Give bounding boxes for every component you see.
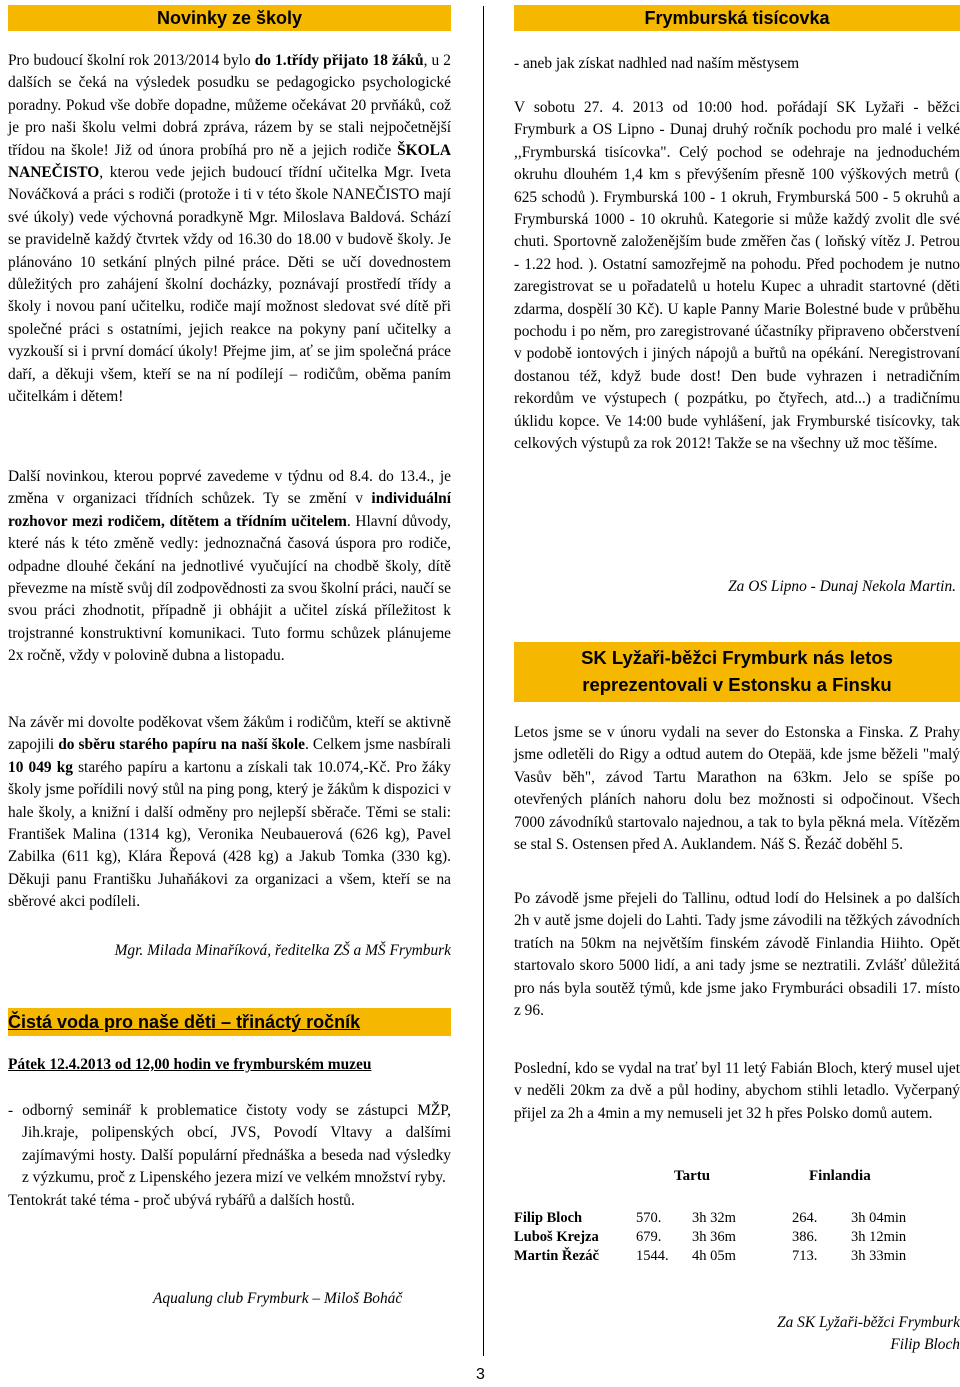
bold-span: individuální rozhovor mezi rodičem, dítětem a třídním učitelem — [8, 490, 451, 530]
tartu-place: 570. — [636, 1210, 662, 1226]
finlandia-time: 3h 12min — [851, 1229, 907, 1245]
tisicovka-subtitle: - aneb jak získat nadhled nad naším městysem — [514, 55, 800, 72]
finlandia-place: 713. — [792, 1248, 818, 1264]
voda-body: - odborný seminář k problematice čistoty vody se zástupci MŽP, Jih.kraje, polipenských obcí, JVS, Povodí Vltavy a dalšími zajímavými hosty. Další populární přednáška a beseda nad výsledky z výzkumu, proč z Lipenského jezera mizí ve velkém množství ryby. — [8, 1102, 451, 1187]
bold-span: 10 049 kg — [8, 758, 73, 776]
runner-name: Luboš Krejza — [514, 1229, 599, 1245]
tartu-time: 3h 36m — [692, 1229, 736, 1245]
finlandia-time: 3h 04min — [851, 1210, 907, 1226]
runner-name: Filip Bloch — [514, 1210, 583, 1226]
voda-signature: Aqualung club Frymburk – Miloš Boháč — [153, 1290, 403, 1307]
text-span: . Celkem jsme nasbírali — [305, 736, 452, 754]
voda-heading-text: Čistá voda pro naše děti – třináctý ročník — [8, 1012, 361, 1032]
table-row — [514, 1247, 910, 1266]
lyzari-signature-2: Filip Bloch — [890, 1336, 960, 1353]
col-header-tartu: Tartu — [674, 1168, 711, 1184]
finlandia-place: 264. — [792, 1210, 818, 1226]
tartu-place: 1544. — [636, 1248, 669, 1264]
bold-span: do sběru starého papíru na naší škole — [58, 736, 306, 754]
runner-name: Martin Řezáč — [514, 1248, 599, 1264]
novinky-heading: Novinky ze školy — [8, 5, 451, 31]
table-row — [514, 1228, 910, 1247]
text-span: starého papíru a kartonu a získali tak 10.074,-Kč. Pro žáky školy jsme pořídili nový stůl na ping pong, který je žákům k dispozici v hale školy, a knižní i další odměny pro nejlepší sběrače. Těmi se stali: František Malina (1314 kg), Veronika Neubauerová (626 kg), Pavel Zabilka (611 kg), Klára Řepová (428 kg) a Jakub Tomka (330 kg). Děkuji panu Františku Juhaňákovi za organizaci a všem, kteří se na sběrové akci podíleli. — [8, 758, 451, 911]
text-span: , u 2 dalších se čeká na výsledek posudku se pedagogicko psychologické poradny. Pokud vše dobře dopadne, můžeme očekávat 20 prvňáků, což je pro naši školu velmi dobrá zpráva, rázem by se stali nejpočetnější třídou na škole! Již od února probíhá pro ně a jejich rodiče — [8, 52, 451, 159]
lyzari-heading: SK Lyžaři-běžci Frymburk nás letos reprezentovali v Estonsku a Finsku — [514, 642, 960, 702]
text-span: Pro budoucí školní rok 2013/2014 bylo — [8, 52, 255, 69]
tisicovka-body: V sobotu 27. 4. 2013 od 10:00 hod. pořádají SK Lyžaři - běžci Frymburk a OS Lipno - Dunaj druhý ročník pochodu pro malé i velké ,,Frymburská tisícovka". Celý pochod se odehraje na jednoduchém okruhu dlouhém 1,4 km s převýšením přesně 100 výškových metrů ( 625 schodů ). Frymburská 100 - 1 okruh, Frymburská 500 - 5 okruhů a Frymburská 1000 - 10 okruhů. Kategorie si může každý zvolit dle své chuti. Sportovně založenějším bude změřen čas ( loňský vítěz J. Petrou - 1.22 hod. ). Ostatní samozřejmě na pohodu. Před pochodem je nutno zaregistrovat se u pořadatelů u hotelu Kupec a uhradit startovné (děti zdarma, dospělí 30 Kč). U kaple Panny Marie Bolestné bude v průběhu pochodu i po něm, pro zaregistrované účastníky připraveno občerstvení v podobě iontových i jiných nápojů a buřtů na opékání. Neregistrovaní dostanou též, když bude dost! Den bude vyhrazen i netradičním rekordům ve výstupech ( pozpátku, po čtyřech, atd...) a tradičnímu úklidu kopce. Ve 14:00 bude vyhlášení, jak Frymburské tisícovky, tak celkových výstupů za rok 2012! Takže se na všechny už moc těšíme. — [514, 99, 960, 453]
voda-date-text: Pátek 12.4.2013 od 12,00 hodin ve frymburském muzeu — [8, 1056, 372, 1073]
bold-span: ŠKOLA NANEČISTO — [8, 141, 451, 182]
voda-heading — [8, 1008, 451, 1036]
table-row — [514, 1209, 910, 1228]
tisicovka-signature: Za OS Lipno - Dunaj Nekola Martin. — [728, 578, 956, 595]
lyzari-paragraph-2: Po závodě jsme přejeli do Tallinu, odtud lodí do Helsinek a po dalších 2h v autě jsme dojeli do Lahti. Tady jsme závodili na těžkých závodních tratích na 50km na největším finském závodě Finlandia Hiihto. Opět startovalo skoro 5000 lidí, a ani tady jsme se neztratili. Zvlášť důležitá pro nás byla soutěž týmů, kde jsme jako Frymburáci obsadili 17. místo z 96. — [514, 890, 960, 1020]
finlandia-place: 386. — [792, 1229, 818, 1245]
lyzari-signature-1: Za SK Lyžaři-běžci Frymburk — [777, 1314, 960, 1331]
voda-date-line — [8, 1054, 451, 1076]
tisicovka-heading: Frymburská tisícovka — [514, 5, 960, 31]
novinky-paragraph-3 — [8, 712, 451, 914]
column-divider — [483, 6, 484, 1356]
novinky-signature: Mgr. Milada Minaříková, ředitelka ZŠ a MŠ Frymburk — [114, 942, 451, 959]
tartu-time: 3h 32m — [692, 1210, 736, 1226]
novinky-paragraph-1 — [8, 50, 451, 409]
tartu-time: 4h 05m — [692, 1248, 736, 1264]
finlandia-time: 3h 33min — [851, 1248, 907, 1264]
text-span: , kterou vede jejich budoucí třídní učitelka Mgr. Iveta Nováčková a práci s rodiči (protože i ti v této škole NANEČISTO mají své úkoly) vede výchovná poradkyně Mgr. Miloslava Baldová. Schází se pravidelně každý čtvrtek vždy od 16.30 do 18.00 v budově školy. Je plánováno 10 setkání plných pilné práce. Děti se učí dovednostem důležitých pro zahájení školní docházky, poznávají prostředí třídy a školy i novou paní učitelku, rodiče mají možnost sledovat své dítě při společné práci s ostatními, jejich reakce na pokyny paní učitelky a vyzkouší si i první domácí úkoly! Přejme jim, ať se jim společná práce daří, a děkuji všem, kteří se na ní podílejí – rodičům, oběma paním učitelkám i dětem! — [8, 164, 451, 406]
text-span: Na závěr mi dovolte poděkovat všem žákům i rodičům, kteří se aktivně zapojili — [8, 714, 451, 754]
voda-body-2: Tentokrát také téma - proč ubývá rybářů a dalších hostů. — [8, 1192, 355, 1209]
text-span: Další novinkou, kterou poprvé zavedeme v týdnu od 8.4. do 13.4., je změna v organizaci třídních schůzek. Ty se změní v — [8, 468, 451, 508]
page-number: 3 — [476, 1366, 485, 1383]
lyzari-paragraph-1: Letos jsme se v únoru vydali na sever do Estonska a Finska. Z Prahy jsme odletěli do Rigy a odtud autem do Otepää, kde jsme běželi "malý Vasův běh", závod Tartu Marathon na 63km. Jelo se spíše po otevřených pláních nahoru dolu bez možnosti si odpočinout. Všech 7000 závodníků startovalo najednou, a tak to byla pěkná mela. Vítězěm se stal S. Ostensen před A. Auklandem. Náš S. Řezáč doběhl 5. — [514, 724, 960, 854]
novinky-paragraph-2 — [8, 466, 451, 668]
text-span: . Hlavní důvody, které nás k této změně vedly: jednoznačná časová úspora pro rodiče, odpadne dlouhé čekání na jednotlivé vyučující na chodbě školy, dítě převezme na místě svůj díl zodpovědnosti za svou školní práci, naučí se svou práci zhodnotit, případně ji obhájit a učitel získá příležitost k trojstranné konstruktivní komunikaci. Tuto formu schůzek plánujeme 2x ročně, vždy v polovině dubna a listopadu. — [8, 512, 451, 665]
tartu-place: 679. — [636, 1229, 662, 1245]
lyzari-paragraph-3: Poslední, kdo se vydal na trať byl 11 letý Fabián Bloch, který musel ujet v neděli 20km za dvě a půl hodiny, abychom stihli letadlo. Vyčerpaný přijel za 2h a 4min a my nemuseli jet 32 h přes Polsko domů autem. — [514, 1060, 960, 1122]
bold-span: do 1.třídy přijato 18 žáků — [254, 52, 424, 69]
results-table — [514, 1209, 910, 1266]
col-header-finlandia: Finlandia — [809, 1168, 871, 1184]
